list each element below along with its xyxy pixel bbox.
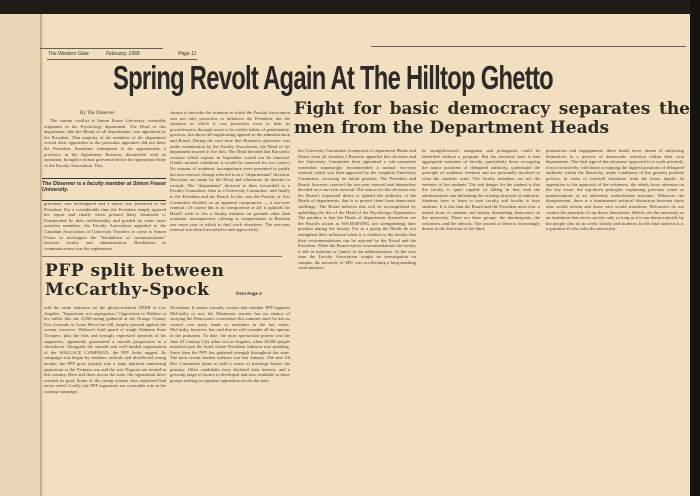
article-column-1b	[44, 201, 166, 253]
jump-line: from Page 2	[236, 291, 262, 296]
publication-name: The Western Gate	[48, 51, 89, 57]
paragraph: promotions and engagements: these heads never dream of subjecting themselves to a process of democratic selection within their own departments. The final sign of the reformers' approach is to work privately, if not exclusively, with those occupying the highest positions of delegated authority within the hierarchy, under conditions of the greatest possible privacy, in order to forestall initiatives from the lower depths. In opposition to the approach of the reformers, the rebels focus attention on the key issue, the top-down principle, explaining previous crises as manifestations of an inherently authoritarian structure. Whatever the disagreement, there is a fundamental political distinction between those who would reform and those who would transform. Reformers do not contest the principle of top-down hierarchies. Rebels see the university as an institution that serves society only so long as it is run democratically by the people who do its work: faculty and students. In the final analysis it is a question of who rules the university.	[546, 148, 684, 232]
article-column-3	[298, 148, 416, 496]
paragraph: be straightforward; antagonist and protagonist could be identified without a program. But the necessity here is that aggregated members of faculty, particularly those occupying the major positions of delegated authority, understand the principle of academic freedom and are personally involved in what the students want. The faculty members are not the enemies of the students. The real danger for the student is that the faculty is quite capable of falling in line with the administration and defending the existing structure of authority. Students have to learn to trust faculty and faculty to trust students. It is this that the Board and the President most fear: a united front of students and faculty demanding democracy in the university. There are three groups: the intransigents, the reformers, and the radicals. The second of these is increasingly drawn in the direction of the third.	[422, 148, 540, 232]
paragraph: chosen to describe the situation in which the Faculty Association was not only powerless to influence the President, but the situation in which it was powerless even to hide its powerlessness through resort to its earlier habits of gentlemanly, gracious, but above all supplicating appeals to the administration and Board. During the very time that Burstein's grievance was under examination by the Faculty Association, the Head of his department moved to fire him. The Head decided that Burstein's contract which expires in September would not be renewed. (Under normal conditions it would be renewed for two years.) No reasons of academic incompetence were presented to justify the non-renewal, though referred to as a "departmental" decision. Decisions are made by the Head and whomever he decides to consult. The "department" decision is then forwarded to a Faculty Committee, then to a University Committee, and finally to the President and the Board. In this case the Faculty of Arts Committee decided on an apparent compromise — a one-year renewal. Of course this is no compromise at all: it upholds the Head's wish to fire a faculty member on grounds other than academic incompetence, offering as compensation to Burstein one more year in which to find work elsewhere. The one-year renewal was then forwarded to and approved by	[170, 110, 290, 233]
article-column-4	[422, 148, 540, 496]
page-fold	[40, 14, 43, 496]
issue-date: February, 1968	[106, 51, 140, 57]
paragraph: grievance was investigated and a report was presented to the President. For a considerable time the President simply ignored the report and finally when pressed flatly dismissed it. Exasperated by their ineffectuality and goaded by some more assertive members, the Faculty Association appealed to the Canadian Association of University Teachers to come to Simon Fraser to investigate the "breakdown of communications" between faculty and administration. Breakdown in communications was the euphemism	[44, 201, 166, 251]
subheadline: Fight for basic democracy separates the men from the Department Heads	[294, 99, 690, 138]
article-column-2	[170, 110, 290, 255]
pfp-headline-line2: McCarthy-Spock	[45, 280, 210, 300]
scan-border	[690, 0, 700, 496]
pfp-column-1	[44, 305, 166, 496]
article-column-1	[44, 118, 166, 176]
byline: By The Observer	[80, 111, 115, 116]
pfp-column-2	[170, 305, 290, 496]
pfp-headline-line1: PFP split between	[45, 261, 225, 281]
article-column-5	[546, 148, 684, 496]
pfp-headline	[45, 262, 224, 300]
paragraph: The current conflict at Simon Fraser University ostensibly originates in the Psychology department. The Head of this department, like the Heads of all departments, was appointed by the President. That majority of the members of the department voiced their opposition to the particular appointee did not deter the President. Sometime subsequent to the appointment, a professor in the department Burstein, dissatisfied with its operation, brought a formal grievance before the appropriate body of the Faculty Association. This	[44, 118, 166, 168]
top-rule	[40, 48, 163, 49]
section-divider	[42, 256, 282, 257]
page-number: Page 11	[178, 51, 197, 57]
paragraph: the University Committee (composed of department Heads and Deans from all faculties.) Burstein appealed this decision and the University Committee then appointed a sub-committee somewhat surprisingly recommended a normal two-year renewal which was then approved by the complete University Committee, reversing its initial position. The President and Board, however, rejected the two-year renewal and themselves decided on a one-year renewal. The reason for this decision was the Board's expressed desire to uphold the authority of the Heads of departments, that is to protect them from democratic challenge. The Board believes this will be accomplished by upholding the fiat of the Head of the Psychology Department. The paradox is that the Heads of departments themselves see the Board's action as WEAKENING not strengthening their position among the faculty. For as a group the Heads do not strengthen their influence when it is evident to the faculty that their recommendations can be rejected by the Board and the President. When the Board rejects recommendations the faculty is left in isolation or 'junior' to the administration. At the very time the Faculty Association sought an investigation on campus, the notoriety of SFU was accelerating a long-standing confrontation.	[298, 148, 416, 271]
paragraph: told the radio audience on the ghetto-oriented XERB in Los Angeles. "Separation, not segregation." Opposition to Wallace at his rallies like the 2,000-strong gathered at the Orange County Fair Grounds in Costa Mesa last fall, largely pressed against the racism, however. Wallace's bold guard of tough Alabama State Troopers, plus the fists and strongly expressed opinions of his supporters, apparently guaranteed a smooth progression to a showdown. Alongside the smooth and well-funded organization of the WALLACE CAMPAIGN, the PFP looks ragged. Its campaign was begun by students, radicals and disaffected young people, the PFP grew quickly into a large platform embracing opposition to the Vietnam war and the way Negroes are treated in this country. Here and there across the state, the registration drive reached its goal. Some of the young women who registered had never voted. Coolly, the PFP organizers see a possible role in the coming campaign.	[44, 305, 166, 394]
top-rule	[371, 46, 686, 47]
author-note: The Observer is a faculty member at Simon Fraser University.	[42, 178, 166, 201]
main-headline: Spring Revolt Again At The Hilltop Ghetto	[113, 59, 553, 96]
previous-page-edge	[0, 14, 41, 496]
paragraph: November. It seems virtually certain that whether PFP supports McCarthy or not, the Minnesota senator has no chance of swaying the Democratic convention this summer since he has no control over party funds or machines in the key states. McCarthy, however, has said that he will consider all his options in the primaries. To date, the most spectacular protest was the June 23 Century City affair in Los Angeles, when 10,000 people marched past the hotel where President Johnson was speaking. Since then the PFP has gathered strength throughout the state. The most recent student walkout was last January. The new Ad Hoc Committee plans to hold a series of meetings before the primary. Other candidates have declared their interest, and a growing range of tactics is developed and now available to those groups seeking to organize opposition across the state.	[170, 305, 290, 383]
